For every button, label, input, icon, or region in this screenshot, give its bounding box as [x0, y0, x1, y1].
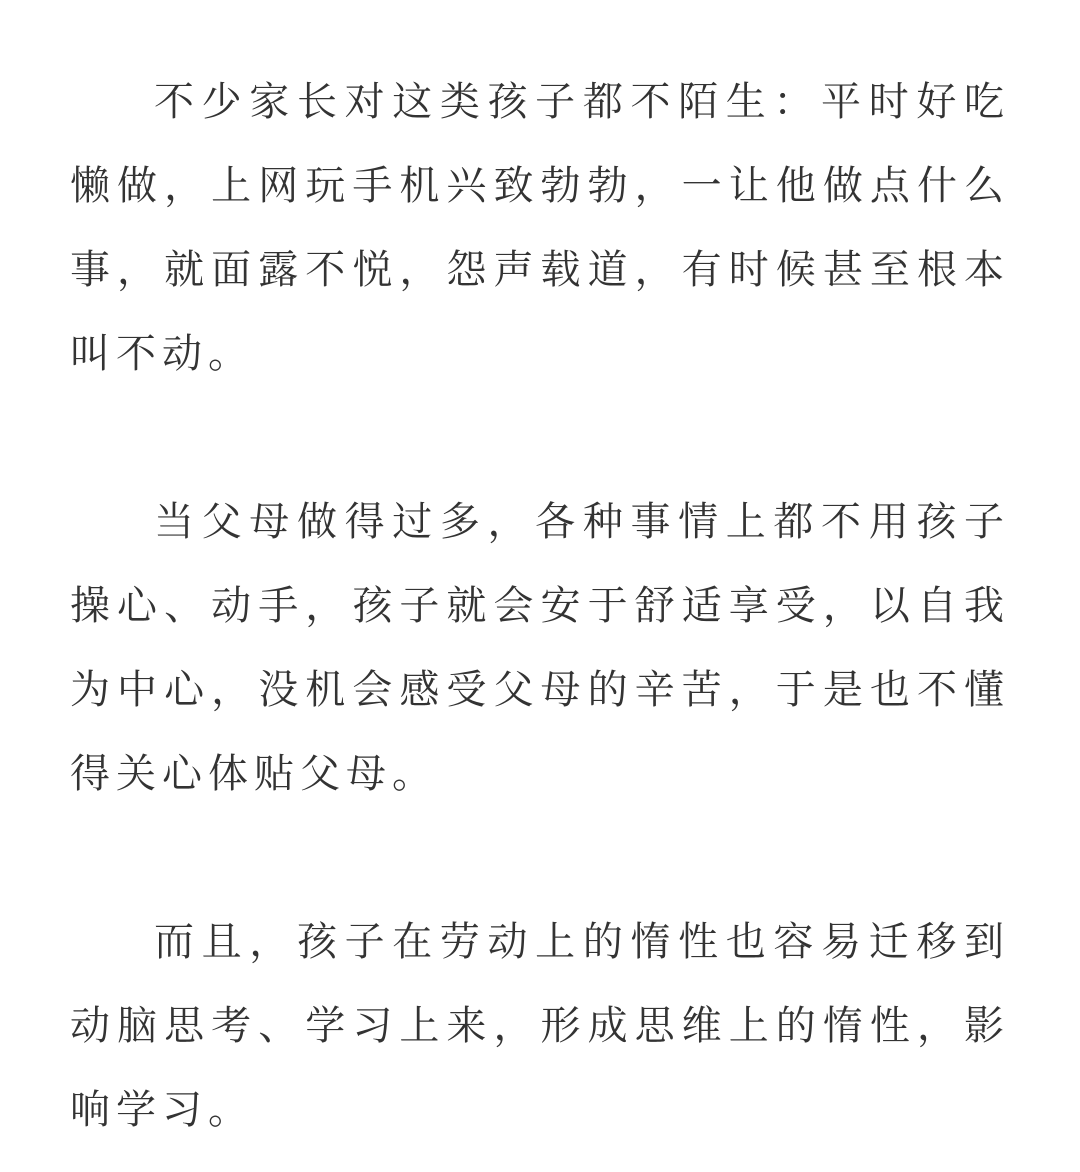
article-body: [70, 60, 1010, 1152]
paragraph-3: 而且，孩子在劳动上的惰性也容易迁移到动脑思考、学习上来，形成思维上的惰性，影响学习。: [70, 919, 1010, 1133]
paragraph-1: 不少家长对这类孩子都不陌生：平时好吃懒做，上网玩手机兴致勃勃，一让他做点什么事，就面露不悦，怨声载道，有时候甚至根本叫不动。: [70, 79, 1010, 377]
paragraph-2: 当父母做得过多，各种事情上都不用孩子操心、动手，孩子就会安于舒适享受，以自我为中心，没机会感受父母的辛苦，于是也不懂得关心体贴父母。: [70, 499, 1010, 797]
